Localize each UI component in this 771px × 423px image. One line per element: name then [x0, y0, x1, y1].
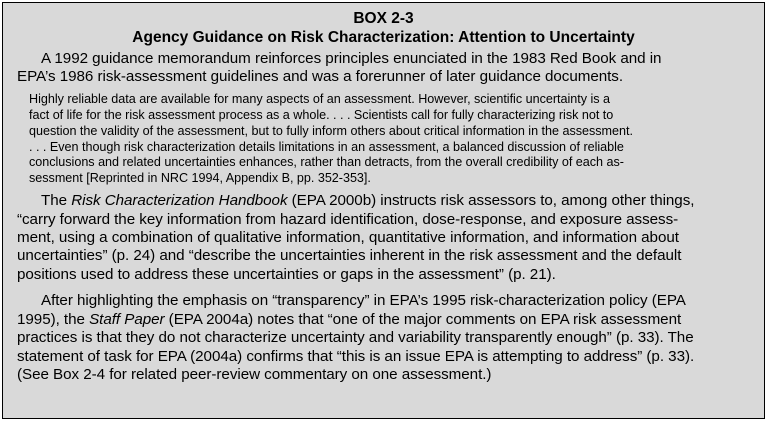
- handbook-line-4: uncertainties” (p. 24) and “describe the uncertainties inherent in the risk assessment and the default: [17, 247, 682, 265]
- intro-line-1: A 1992 guidance memorandum reinforces principles enunciated in the 1983 Red Book and in: [41, 50, 662, 67]
- staff-line-3: practices is that they do not characterize uncertainty and variability transparently enough” (p. 33). The: [17, 329, 694, 347]
- quote-line-6: sessment [Reprinted in NRC 1994, Appendix B, pp. 352-353].: [29, 171, 371, 186]
- handbook-line-1-suffix: (EPA 2000b) instructs risk assessors to, among other things,: [287, 192, 695, 210]
- staff-line-1: After highlighting the emphasis on “transparency” in EPA’s 1995 risk-characterization policy (EPA: [41, 292, 686, 310]
- staff-paper-title: Staff Paper: [89, 310, 165, 328]
- staff-line-4: statement of task for EPA (2004a) confirms that “this is an issue EPA is attempting to address” (p. 33).: [17, 347, 695, 365]
- handbook-paragraph: [17, 192, 750, 284]
- box-2-3: [2, 2, 765, 419]
- staff-line-2: [17, 311, 750, 329]
- handbook-line-1-prefix: The: [41, 192, 72, 210]
- handbook-line-2: “carry forward the key information from hazard identification, dose-response, and exposure assess-: [17, 210, 679, 228]
- handbook-line-1: [17, 192, 750, 210]
- quote-line-2: fact of life for the risk assessment process as a whole. . . . Scientists call for fully characterizing risk not to: [29, 107, 614, 122]
- quote-line-5: conclusions and related uncertainties enhances, rather than detracts, from the overall credibility of each as-: [29, 155, 624, 170]
- quote-line-3: question the validity of the assessment, but to fully inform others about critical information in the assessment.: [29, 123, 633, 138]
- staff-paper-paragraph: [17, 292, 750, 384]
- staff-line-2-prefix: 1995), the: [17, 310, 90, 328]
- handbook-line-3: ment, using a combination of qualitative information, quantitative information, and information about: [17, 229, 679, 247]
- staff-line-5: (See Box 2-4 for related peer-review commentary on one assessment.): [17, 365, 492, 383]
- quoted-guidance: [29, 92, 750, 187]
- quote-line-1: Highly reliable data are available for many aspects of an assessment. However, scientific uncertainty is a: [29, 91, 610, 106]
- handbook-line-5: positions used to address these uncertainties or gaps in the assessment” (p. 21).: [17, 265, 556, 283]
- staff-line-2-suffix: (EPA 2004a) notes that “one of the major comments on EPA risk assessment: [164, 310, 682, 328]
- quote-line-4: . . . Even though risk characterization details limitations in an assessment, a balanced discussion of reliable: [29, 139, 624, 154]
- handbook-title: Risk Characterization Handbook: [71, 192, 288, 210]
- intro-line-2: EPA’s 1986 risk-assessment guidelines and was a forerunner of later guidance documents.: [17, 68, 624, 86]
- intro-paragraph: [17, 50, 750, 87]
- box-label: BOX 2-3: [353, 10, 414, 27]
- box-title: Agency Guidance on Risk Characterization: Attention to Uncertainty: [132, 29, 635, 46]
